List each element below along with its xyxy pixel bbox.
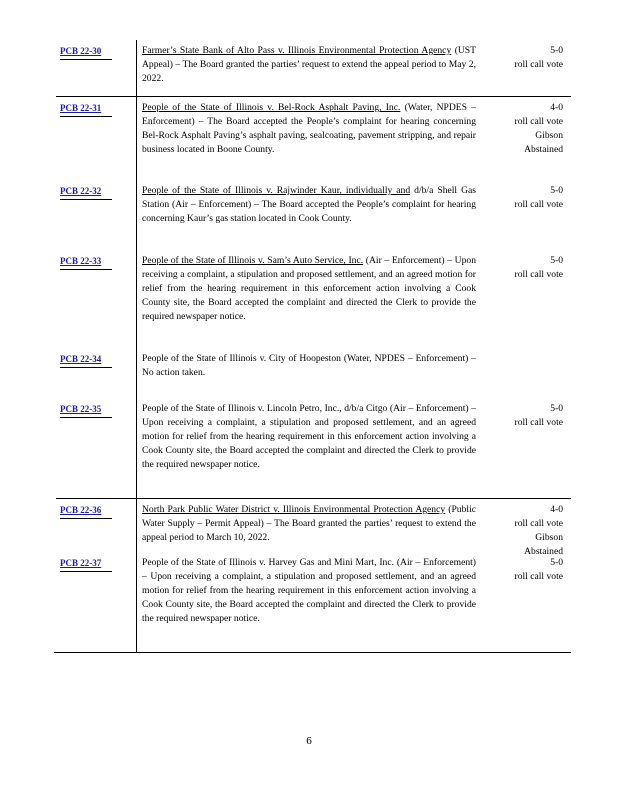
- case-title: People of the State of Illinois v. Sam’s Auto Service, Inc.: [142, 255, 364, 266]
- case-body: (UST Appeal) – The Board granted the parties’ request to extend the appeal period to May 2, 2022.: [142, 45, 477, 84]
- case-title: People of the State of Illinois v. Bel-Rock Asphalt Paving, Inc.: [142, 102, 401, 113]
- case-description: [142, 402, 476, 472]
- case-body: (Water, NPDES – Enforcement) – The Board accepted the People’s complaint for hearing concerning Bel-Rock Asphalt Paving’s asphalt paving, sealcoating, pavement stripping, and repair business located in Boone County.: [142, 102, 476, 155]
- vote-result: 5-0 roll call vote: [514, 403, 563, 428]
- case-entry-pcb-22-36: [56, 498, 571, 557]
- case-body: People of the State of Illinois v. Lincoln Petro, Inc., d/b/a Citgo (Air – Enforcement) – Upon receiving a complaint, a stipulation and proposed settlement, and an agreed motion for relief from the hearing requirement in this enforcement action involving a Cook County site, the Board accepted the complaint and directed the Clerk to provide the required newspaper notice.: [142, 403, 476, 470]
- vote-result: 5-0 roll call vote: [514, 255, 563, 280]
- case-body: (Air – Enforcement) – Upon receiving a complaint, a stipulation and proposed settlement, and an agreed motion for relief from the hearing requirement in this enforcement action involving a Cook County site, the Board accepted the complaint and directed the Clerk to provide the required newspaper notice.: [142, 255, 476, 322]
- case-title: Farmer’s State Bank of Alto Pass v. Illinois Environmental Protection Agency: [142, 45, 452, 56]
- vote-result: 5-0 roll call vote: [514, 45, 563, 70]
- case-body: People of the State of Illinois v. Harvey Gas and Mini Mart, Inc. (Air – Enforcement) – Upon receiving a complaint, a stipulation and proposed settlement, and an agreed motion for relief from the hearing requirement in this enforcement action involving a Cook County site, the Board accepted the complaint and directed the Clerk to provide the required newspaper notice.: [142, 557, 476, 624]
- vote-result: 5-0 roll call vote: [514, 185, 563, 210]
- case-link[interactable]: PCB 22-37: [60, 556, 112, 572]
- case-description: [142, 254, 476, 324]
- case-title: People of the State of Illinois v. Rajwinder Kaur, individually and: [142, 185, 411, 196]
- case-link[interactable]: PCB 22-30: [60, 44, 112, 60]
- case-entry-pcb-22-31: [56, 96, 571, 155]
- case-link[interactable]: PCB 22-35: [60, 402, 112, 418]
- case-description: [142, 352, 476, 380]
- vote-result: 4-0 roll call vote Gibson Abstained: [514, 102, 563, 155]
- case-body: (Public Water Supply – Permit Appeal) – The Board granted the parties’ request to extend the appeal period to March 10, 2022.: [142, 504, 476, 543]
- case-link[interactable]: PCB 22-36: [60, 503, 112, 519]
- case-description: [142, 503, 476, 545]
- case-link[interactable]: PCB 22-33: [60, 254, 112, 270]
- case-description: [142, 101, 476, 157]
- vote-result: 4-0 roll call vote Gibson Abstained: [514, 504, 563, 557]
- case-link[interactable]: PCB 22-34: [60, 352, 112, 368]
- case-link[interactable]: PCB 22-31: [60, 101, 112, 117]
- table-bottom-rule: [54, 652, 571, 653]
- case-link[interactable]: PCB 22-32: [60, 184, 112, 200]
- column-divider: [136, 40, 137, 652]
- case-body: People of the State of Illinois v. City of Hoopeston (Water, NPDES – Enforcement) – No action taken.: [142, 353, 476, 378]
- case-description: [142, 184, 476, 226]
- case-body: d/b/a Shell Gas Station (Air – Enforcement) – The Board accepted the People’s complaint for hearing concerning Kaur’s gas station located in Cook County.: [142, 185, 476, 224]
- case-title: North Park Public Water District v. Illinois Environmental Protection Agency: [142, 504, 446, 515]
- page-number: 6: [306, 735, 312, 747]
- case-description: [142, 556, 476, 626]
- vote-result: 5-0 roll call vote: [514, 557, 563, 582]
- case-description: [142, 44, 476, 86]
